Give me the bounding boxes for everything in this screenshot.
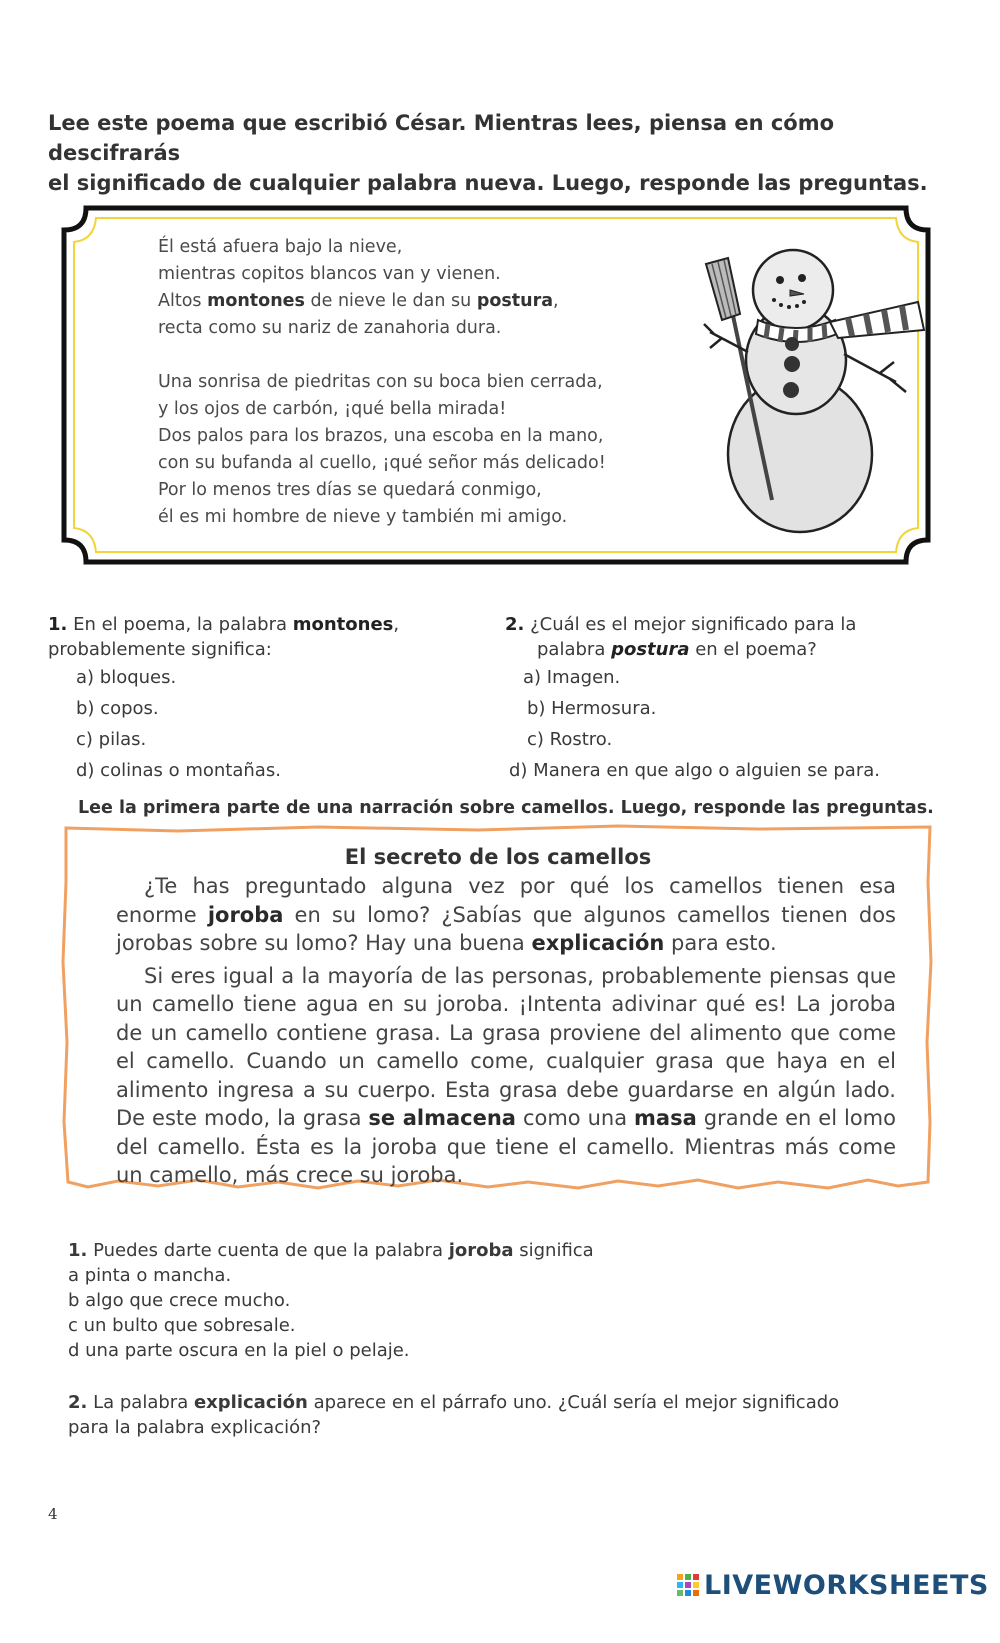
poem-line: recta como su nariz de zanahoria dura. [158, 318, 502, 338]
answer-option[interactable]: a pinta o mancha. [68, 1265, 232, 1286]
story-paragraph: Si eres igual a la mayoría de las personas, probablemente piensas que un camello tiene agua en su joroba. ¡Intenta adivinar qué es! La joroba de un camello contiene grasa. La grasa proviene del alimento que come el camello. Cuando un camello come, cualquier grasa que haya en el alimento ingresa a su cuerpo. Esta grasa debe guardarse en algún lado. De este modo, la grasa se almacena como una masa grande en el lomo del camello. Ésta es la joroba que tiene el camello. Mientras más come un camello, más crece su joroba. [116, 963, 896, 1187]
answer-option[interactable]: c) Rostro. [527, 729, 613, 750]
story-paragraph: ¿Te has preguntado alguna vez por qué los camellos tienen esa enorme joroba en su lomo? ¿Sabías que algunos camellos tienen dos jorobas sobre su lomo? Hay una buena explicación para esto. [116, 874, 896, 955]
instructions-camellos: Lee la primera parte de una narración sobre camellos. Luego, responde las preguntas. [78, 798, 934, 818]
brand-name: LIVEWORKSHEETS [704, 1569, 989, 1601]
question-2-postura: 2. ¿Cuál es el mejor significado para la palabra postura en el poema? a) Imagen. b) Hermosura. c) Rostro. d) Manera en que algo o alguien se para. [505, 612, 975, 786]
instructions-heading: Lee este poema que escribió César. Mientras lees, piensa en cómo descifrarás el significado de cualquier palabra nueva. Luego, responde las preguntas. [48, 111, 928, 195]
poem-line: él es mi hombre de nieve y también mi amigo. [158, 507, 568, 527]
poem-line: y los ojos de carbón, ¡qué bella mirada! [158, 399, 507, 419]
question-joroba: 1. Puedes darte cuenta de que la palabra joroba significa a pinta o mancha. b algo que crece mucho. c un bulto que sobresale. d una parte oscura en la piel o pelaje. [68, 1238, 888, 1363]
story-title: El secreto de los camellos [344, 845, 652, 869]
answer-option[interactable]: c) pilas. [76, 729, 147, 750]
poem-line: Una sonrisa de piedritas con su boca bien cerrada, [158, 372, 603, 392]
answer-option[interactable]: b) copos. [76, 698, 159, 719]
answer-option[interactable]: b algo que crece mucho. [68, 1290, 291, 1311]
poem-line: con su bufanda al cuello, ¡qué señor más delicado! [158, 453, 606, 473]
answer-option[interactable]: d) Manera en que algo o alguien se para. [509, 760, 880, 781]
poem [158, 234, 678, 531]
page-number: 4 [48, 1505, 58, 1523]
answer-option[interactable]: b) Hermosura. [527, 698, 657, 719]
answer-option[interactable]: a) bloques. [76, 667, 177, 688]
liveworksheets-icon [676, 1573, 700, 1597]
answer-option[interactable]: c un bulto que sobresale. [68, 1315, 296, 1336]
question-explicacion: 2. La palabra explicación aparece en el párrafo uno. ¿Cuál sería el mejor significado para la palabra explicación? [68, 1392, 840, 1438]
answer-option[interactable]: a) Imagen. [523, 667, 621, 688]
story-text [116, 872, 896, 1190]
answer-option[interactable]: d) colinas o montañas. [76, 760, 281, 781]
question-1-montones: 1. En el poema, la palabra montones, probablemente significa: a) bloques. b) copos. c) pilas. d) colinas o montañas. [48, 612, 468, 786]
poem-line: Él está afuera bajo la nieve, [158, 237, 403, 257]
poem-line: Dos palos para los brazos, una escoba en la mano, [158, 426, 604, 446]
liveworksheets-logo[interactable] [676, 1568, 989, 1602]
poem-line: mientras copitos blancos van y vienen. [158, 264, 501, 284]
poem-line: Altos montones de nieve le dan su postura, [158, 291, 559, 311]
snowman-illustration [700, 232, 930, 542]
poem-line: Por lo menos tres días se quedará conmigo, [158, 480, 542, 500]
answer-option[interactable]: d una parte oscura en la piel o pelaje. [68, 1340, 410, 1361]
